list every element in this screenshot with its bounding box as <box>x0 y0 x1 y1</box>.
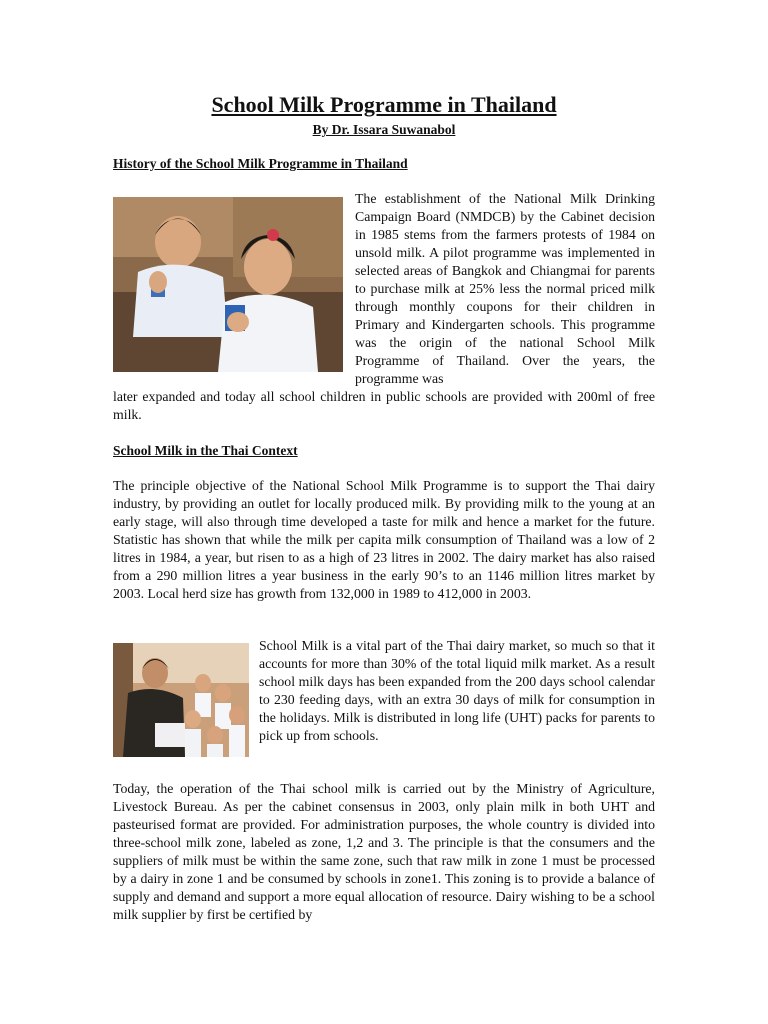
operation-paragraph: Today, the operation of the Thai school milk is carried out by the Ministry of Agriculture, Livestock Bureau. As per the cabinet consensus in 2003, only plain milk in both UHT and pasteurised format are provided. For administration purposes, the whole country is divided into three-school milk zone, labeled as zone, 1,2 and 3. The principle is that the consumers and the suppliers of milk must be within the same zone, such that raw milk in zone 1 must be processed by a dairy in zone 1 and be consumed by schools in zone1. This zoning is to provide a balance of supply and demand and support a more equal allocation of resource. Dairy wishing to be a school milk supplier by first be certified by <box>113 781 655 922</box>
history-heading: History of the School Milk Programme in Thailand <box>113 156 408 171</box>
page-title: School Milk Programme in Thailand <box>211 92 557 117</box>
author-byline: By Dr. Issara Suwanabol <box>312 122 456 137</box>
history-paragraph-continued: later expanded and today all school children in public schools are provided with 200ml of free milk. <box>113 389 655 422</box>
history-paragraph: The establishment of the National Milk Drinking Campaign Board (NMDCB) by the Cabinet decision in 1985 stems from the farmers protests of 1984 on unsold milk. A pilot programme was implemented in selected areas of Bangkok and Chiangmai for parents to purchase milk at 25% less the normal priced milk through monthly coupons for their children in Primary and Kindergarten schools. This programme was the origin of the national School Milk Programme of Thailand. Over the years, the programme was <box>355 191 655 386</box>
market-paragraph: School Milk is a vital part of the Thai dairy market, so much so that it accounts for more than 30% of the total liquid milk market. As a result school milk days has been expanded from the 200 days school calendar to 230 feeding days, with an extra 30 days of milk for consumption in the holidays. Milk is distributed in long life (UHT) packs for parents to pick up from schools. <box>259 638 655 743</box>
teacher-children-photo <box>113 643 249 757</box>
context-paragraph: The principle objective of the National School Milk Programme is to support the Thai dairy industry, by providing an outlet for locally produced milk. By providing milk to the young at an early stage, will also through time developed a taste for milk and hence a market for the future. Statistic has shown that while the milk per capita milk consumption of Thailand was a low of 2 litres in 1984, a year, but risen to as a high of 23 litres in 2002. The dairy market has also raised from a 290 million litres a year business in the early 90’s to an 1146 million litres market by 2003. Local herd size has growth from 132,000 in 1989 to 412,000 in 2003. <box>113 478 655 601</box>
context-heading: School Milk in the Thai Context <box>113 443 298 458</box>
children-drinking-milk-photo <box>113 197 343 372</box>
